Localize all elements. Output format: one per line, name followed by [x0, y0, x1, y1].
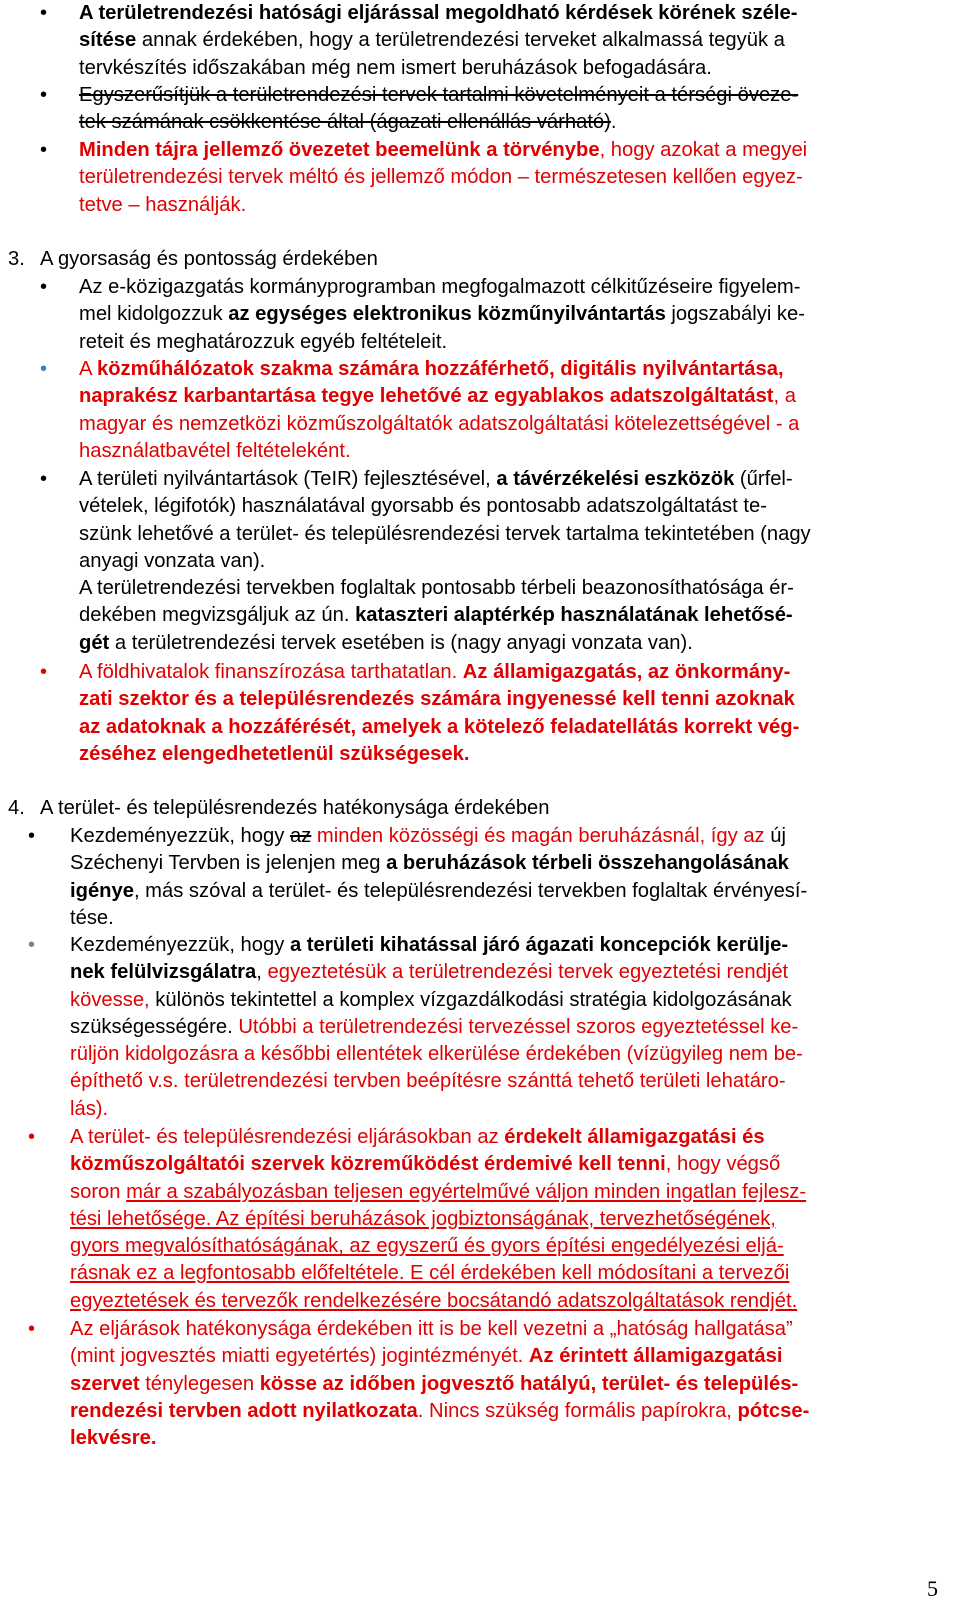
bullet-icon: • [28, 1126, 36, 1148]
bullet-icon: • [40, 468, 48, 490]
text-run: a beruházások térbeli összehangolásának [386, 852, 789, 875]
text-line [79, 164, 931, 191]
text-line [70, 878, 935, 905]
bullet-icon: • [28, 1318, 36, 1340]
text-line [70, 1206, 935, 1233]
text-run: a távérzékelési eszközök [496, 468, 735, 490]
text-line [70, 1179, 935, 1206]
text-run: kövesse, [70, 988, 150, 1011]
text-run: A terület- és településrendezési eljárásokban az [70, 1126, 505, 1148]
section-title: A terület- és településrendezés hatékonysága érdekében [40, 797, 550, 819]
section-number: 3. [8, 248, 25, 270]
page-number: 5 [927, 1576, 938, 1601]
text-run: a területi kihatással járó ágazati koncepciók kerülje- [289, 934, 789, 956]
text-run: . Nincs szükség formális papírokra, [417, 1399, 738, 1422]
text-line [70, 987, 935, 1014]
text-line [79, 493, 935, 520]
text-line [70, 1343, 935, 1370]
text-run: pótcse- [737, 1399, 810, 1422]
list-item [79, 466, 935, 657]
text-line [70, 1124, 935, 1151]
text-line [70, 1398, 935, 1425]
text-line [70, 1068, 935, 1095]
text-run: érdekelt államigazgatási és [504, 1126, 765, 1148]
text-run: különös tekintettel a komplex vízgazdálkodási stratégia kidolgozásának [149, 988, 792, 1011]
text-run: , más szóval a terület- és településrendezési tervekben foglaltak érvényesí- [133, 879, 808, 902]
text-run: . [610, 111, 617, 134]
text-run: egyeztetések és tervezők rendelkezésére bocsátandó adatszolgáltatások rendjét. [70, 1289, 798, 1312]
text-run: rendezési tervben adott nyilatkozata [70, 1399, 418, 1422]
text-run: vételek, légifotók) használatával gyorsabb és pontosabb adatszolgáltatást te- [79, 495, 767, 518]
text-line [79, 356, 935, 383]
bullet-icon: • [40, 2, 48, 24]
text-run: már a szabályozásban teljesen egyértelművé váljon minden ingatlan fejlesz- [126, 1180, 807, 1203]
text-run: Kezdeményezzük, hogy [70, 825, 290, 847]
text-line [70, 932, 935, 959]
text-run: , hogy végső [665, 1153, 781, 1176]
text-line [70, 1151, 935, 1178]
text-run: rásnak ez a legfontosabb előfeltétele. E cél érdekében kell módosítani a tervezői [70, 1262, 790, 1285]
text-line [70, 1233, 935, 1260]
text-run: közműszolgáltatói szervek közreműködést érdemivé kell tenni [70, 1153, 666, 1176]
section-number: 4. [8, 797, 25, 819]
text-run: A területi nyilvántartások (TeIR) fejlesztésével, [79, 468, 497, 490]
text-run: Minden tájra jellemző övezetet beemelünk a törvénybe [79, 139, 600, 161]
text-line [79, 192, 931, 219]
text-run: A földhivatalok finanszírozása tarthatatlan. [79, 661, 463, 683]
text-line [79, 411, 935, 438]
text-run: annak érdekében, hogy a területrendezési terveket alkalmassá tegyük a [136, 29, 785, 52]
text-line [79, 0, 931, 27]
text-run: területrendezési tervek méltó és jellemző módon – természetesen kellően egyez- [79, 166, 803, 189]
text-run: tervkészítés időszakában még nem ismert beruházások befogadására. [79, 56, 712, 79]
text-line [79, 438, 935, 465]
text-line [79, 714, 935, 741]
text-run: A [79, 358, 97, 380]
text-run: tési lehetősége. Az építési beruházások jogbiztonságának, tervezhetőségének, [70, 1207, 776, 1230]
text-run: használatbavétel feltételeként. [79, 439, 351, 462]
text-run: anyagi vonzata van). [79, 549, 266, 572]
text-run: soron [70, 1180, 127, 1203]
text-run: szükségességére. [70, 1015, 239, 1038]
text-line [79, 521, 935, 548]
text-run: zéséhez elengedhetetlenül szükségesek. [79, 742, 470, 765]
text-line [70, 823, 935, 850]
text-line [79, 686, 935, 713]
text-run: az egységes elektronikus közműnyilvántartás [228, 303, 666, 326]
text-line [70, 1371, 935, 1398]
text-line [70, 1260, 935, 1287]
section4-heading [8, 795, 550, 822]
text-line [79, 659, 935, 686]
text-run: sítése [79, 29, 137, 52]
list-item [70, 823, 935, 932]
bullet-icon: • [28, 934, 36, 956]
text-run: A területrendezési tervekben foglaltak pontosabb térbeli beazonosíthatósága ér- [79, 577, 794, 600]
text-run: lekvésre. [70, 1427, 157, 1450]
list-item [70, 1124, 935, 1315]
text-run: nek felülvizsgálatra [70, 961, 257, 984]
text-run: mel kidolgozzuk [79, 303, 229, 326]
text-run: tetve – használják. [79, 193, 247, 216]
text-line [79, 27, 931, 54]
text-run: dekében megvizsgáljuk az ún. [79, 604, 356, 627]
text-run: lás). [70, 1097, 109, 1120]
text-line [70, 1041, 935, 1068]
text-run: építhető v.s. területrendezési tervben beépítésre szánttá tehető területi lehatáro- [70, 1070, 786, 1093]
text-run: minden közösségi és magán beruházásnál, így az [311, 825, 765, 847]
text-run: (mint jogvesztés miatti egyetértés) jogintézményét. [70, 1345, 529, 1368]
list-item [70, 932, 935, 1123]
text-run: a területrendezési tervek esetében is (nagy anyagi vonzata van). [109, 631, 693, 654]
bullet-icon: • [40, 139, 48, 161]
text-run: Egyszerűsítjük a területrendezési tervek tartalmi követelményeit a térségi öveze- [79, 84, 799, 106]
text-run: kataszteri alaptérkép használatának lehetősé- [355, 604, 793, 627]
text-line [79, 137, 931, 164]
text-run: ténylegesen [139, 1372, 260, 1395]
text-run: , hogy azokat a megyei [599, 139, 808, 161]
text-line [70, 1288, 935, 1315]
bullet-icon: • [40, 276, 48, 298]
list-item [79, 137, 931, 219]
bullet-icon: • [40, 358, 48, 380]
text-run: magyar és nemzetközi közműszolgáltatók adatszolgáltatási kötelezettségével - a [79, 412, 800, 435]
text-run: (űrfel- [734, 468, 793, 490]
text-run: Széchenyi Tervben is jelenjen meg [70, 852, 387, 875]
text-line [70, 850, 935, 877]
bullet-icon: • [40, 661, 48, 683]
text-run: Kezdeményezzük, hogy [70, 934, 290, 956]
text-run: Az e-közigazgatás kormányprogramban megfogalmazott célkitűzéseire figyelem- [79, 276, 801, 298]
text-run: , [256, 961, 268, 984]
list-item [79, 0, 931, 82]
text-run: gyors megvalósíthatóságának, az egyszerű és gyors építési engedélyezési eljá- [70, 1235, 784, 1258]
text-run: jogszabályi ke- [665, 303, 805, 326]
list-item [79, 356, 935, 465]
text-run: tése. [70, 906, 114, 929]
list-item [79, 82, 931, 137]
text-line [79, 575, 935, 602]
text-run: gét [79, 631, 110, 654]
text-run: igénye [70, 879, 134, 902]
text-line [70, 1316, 935, 1343]
text-run: A területrendezési hatósági eljárással megoldható kérdések körének széle- [79, 2, 798, 24]
text-line [79, 329, 935, 356]
list-item [79, 659, 935, 768]
text-line [79, 602, 935, 629]
text-line [79, 274, 935, 301]
text-line [79, 82, 931, 109]
text-line [79, 55, 931, 82]
text-run: Az érintett államigazgatási [528, 1345, 783, 1368]
text-run: rüljön kidolgozásra a későbbi ellentétek elkerülése érdekében (vízügyileg nem be- [70, 1043, 803, 1066]
text-run: , a [773, 385, 796, 408]
text-line [79, 109, 931, 136]
text-run: egyeztetésük a területrendezési tervek egyeztetési rendjét [267, 961, 789, 984]
text-line [70, 1014, 935, 1041]
text-run: tek számának csökkentése által (ágazati ellenállás várható) [79, 111, 611, 134]
text-run: az adatoknak a hozzáférését, amelyek a kötelező feladatellátás korrekt vég- [79, 715, 800, 738]
text-line [79, 741, 935, 768]
text-run: szünk lehetővé a terület- és településrendezési tervek tartalma tekintetében (nagy [79, 522, 811, 545]
text-run: Az államigazgatás, az önkormány- [462, 661, 791, 683]
list-item [70, 1316, 935, 1452]
text-run: szervet [70, 1372, 140, 1395]
text-run: Utóbbi a területrendezési tervezéssel szoros egyeztetéssel ke- [238, 1015, 799, 1038]
text-line [70, 1425, 935, 1452]
text-line [79, 466, 935, 493]
list-item [79, 274, 935, 356]
text-line [70, 959, 935, 986]
text-line [70, 1096, 935, 1123]
text-run: az [289, 825, 312, 847]
text-run: reteit és meghatározzuk egyéb feltételeit. [79, 330, 448, 353]
text-line [79, 383, 935, 410]
text-line [79, 548, 935, 575]
bullet-icon: • [40, 84, 48, 106]
text-run: közműhálózatok szakma számára hozzáférhető, digitális nyilvántartása, [96, 358, 784, 380]
bullet-icon: • [28, 825, 36, 847]
section-title: A gyorsaság és pontosság érdekében [40, 248, 378, 270]
text-run: kösse az időben jogvesztő hatályú, terület- és település- [259, 1372, 799, 1395]
section3-heading [8, 246, 378, 273]
text-run: zati szektor és a településrendezés számára ingyenessé kell tenni azoknak [79, 688, 795, 711]
text-line [79, 630, 935, 657]
text-line [79, 301, 935, 328]
text-run: naprakész karbantartása tegye lehetővé az egyablakos adatszolgáltatást [79, 385, 774, 408]
text-run: Az eljárások hatékonysága érdekében itt is be kell vezetni a „hatóság hallgatása” [70, 1318, 793, 1340]
text-run: új [764, 825, 786, 847]
text-line [70, 905, 935, 932]
